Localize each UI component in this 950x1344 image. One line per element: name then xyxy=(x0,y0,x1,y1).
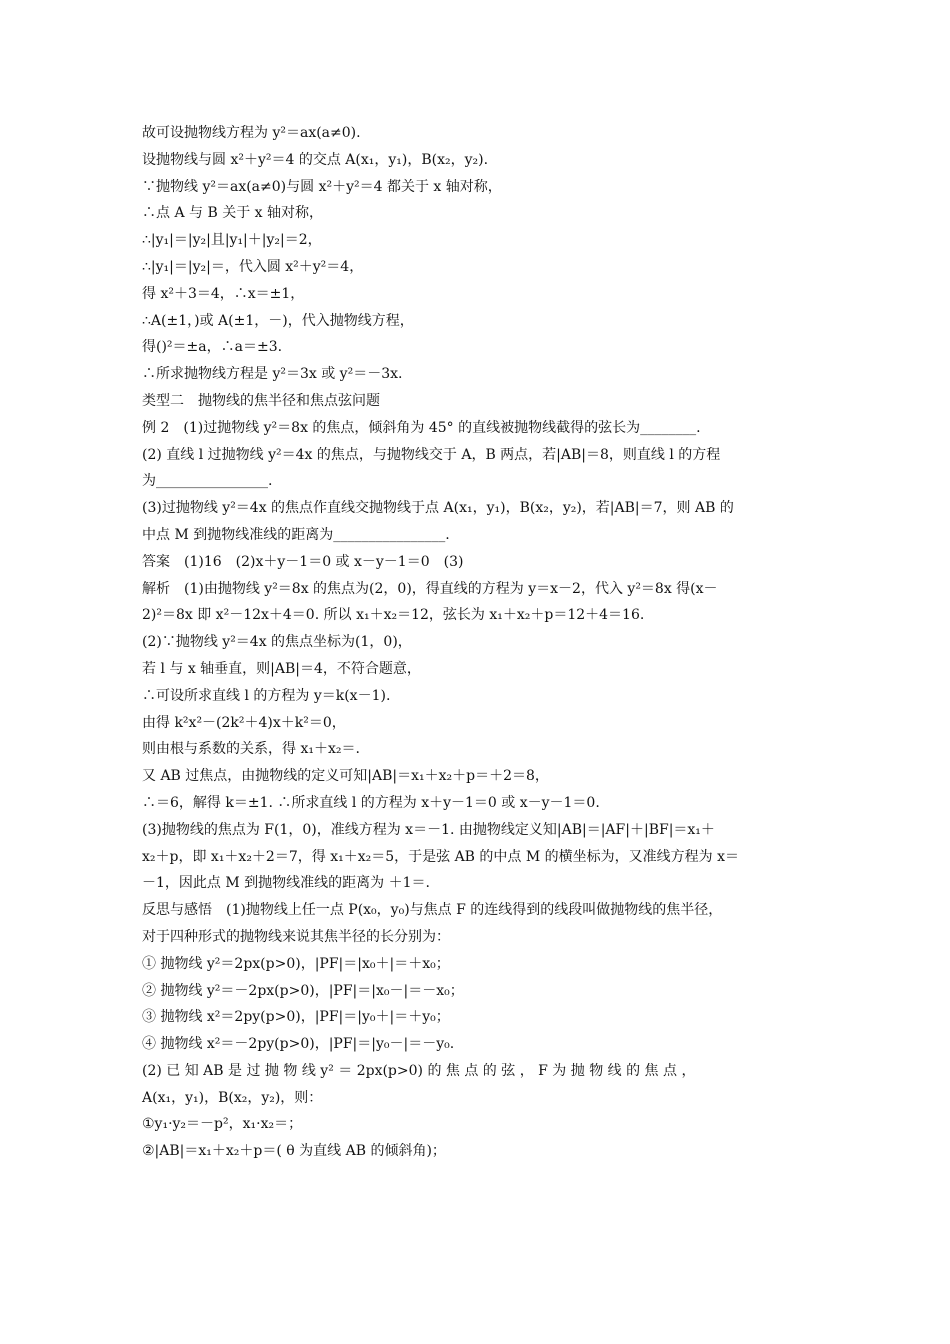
analysis-line: ∴＝6，解得 k＝±1. ∴所求直线 l 的方程为 x＋y－1＝0 或 x－y－1＝0. xyxy=(142,794,600,811)
reflection-item: ③ 抛物线 x²＝2py(p>0)，|PF|＝|y₀＋|＝＋y₀； xyxy=(142,1009,450,1026)
reflection-item: ②|AB|＝x₁＋x₂＋p＝( θ 为直线 AB 的倾斜角)； xyxy=(142,1143,446,1160)
reflection-line: 反思与感悟 (1)抛物线上任一点 P(x₀，y₀)与焦点 F 的连线得到的线段叫做抛物线的焦半径， xyxy=(142,902,723,919)
reflection-item: ①y₁·y₂＝－p²，x₁·x₂＝； xyxy=(142,1116,303,1133)
reflection-line: (2) 已 知 AB 是 过 抛 物 线 y² ＝ 2px(p>0) 的 焦 点 的 弦 ， F 为 抛 物 线 的 焦 点 ， xyxy=(142,1062,696,1079)
text-line: 故可设抛物线方程为 y²＝ax(a≠0). xyxy=(142,125,361,141)
example-question: (2) 直线 l 过抛物线 y²＝4x 的焦点，与抛物线交于 A，B 两点，若|AB|＝8，则直线 l 的方程 xyxy=(142,446,721,463)
analysis-line: 解析 (1)由抛物线 y²＝8x 的焦点为(2，0)，得直线的方程为 y＝x－2，代入 y²＝8x 得(x－ xyxy=(142,580,718,597)
analysis-line: 若 l 与 x 轴垂直，则|AB|＝4，不符合题意， xyxy=(142,660,421,677)
example-question: 中点 M 到抛物线准线的距离为________________. xyxy=(142,526,450,543)
analysis-line: 则由根与系数的关系，得 x₁＋x₂＝. xyxy=(142,741,360,758)
analysis-line: －1，因此点 M 到抛物线准线的距离为 ＋1＝. xyxy=(142,875,430,892)
text-line: ∴点 A 与 B 关于 x 轴对称， xyxy=(142,205,323,222)
analysis-line: 又 AB 过焦点，由抛物线的定义可知|AB|＝x₁＋x₂＋p＝＋2＝8， xyxy=(142,768,549,785)
analysis-line: 2)²＝8x 即 x²－12x＋4＝0. 所以 x₁＋x₂＝12，弦长为 x₁＋x₂＋p＝12＋4＝16. xyxy=(142,607,645,624)
section-heading: 类型二 抛物线的焦半径和焦点弦问题 xyxy=(142,392,380,409)
example-question: 为________________. xyxy=(142,473,273,490)
reflection-item: ① 抛物线 y²＝2px(p>0)，|PF|＝|x₀＋|＝＋x₀； xyxy=(142,955,450,972)
reflection-line: 对于四种形式的抛物线来说其焦半径的长分别为： xyxy=(142,928,450,945)
reflection-item: ② 抛物线 y²＝－2px(p>0)，|PF|＝|x₀－|＝－x₀； xyxy=(142,982,464,999)
analysis-line: (2)∵抛物线 y²＝4x 的焦点坐标为(1，0)， xyxy=(142,634,412,651)
text-line: 得()²＝±a，∴a＝±3. xyxy=(142,339,283,356)
analysis-line: x₂＋p，即 x₁＋x₂＋2＝7，得 x₁＋x₂＝5，于是弦 AB 的中点 M 的横坐标为，又准线方程为 x＝ xyxy=(142,848,740,865)
example-question: (3)过抛物线 y²＝4x 的焦点作直线交抛物线于点 A(x₁，y₁)，B(x₂，y₂)，若|AB|＝7，则 AB 的 xyxy=(142,500,734,517)
analysis-line: (3)抛物线的焦点为 F(1，0)，准线方程为 x＝－1. 由抛物线定义知|AB|＝|AF|＋|BF|＝x₁＋ xyxy=(142,821,715,838)
text-line: 设抛物线与圆 x²＋y²＝4 的交点 A(x₁，y₁)，B(x₂，y₂). xyxy=(142,151,489,168)
text-line: 得 x²＋3＝4，∴x＝±1， xyxy=(142,285,305,302)
analysis-line: ∴可设所求直线 l 的方程为 y＝k(x－1). xyxy=(142,687,391,704)
text-line: ∴|y₁|＝|y₂|＝，代入圆 x²＋y²＝4， xyxy=(142,258,364,275)
reflection-item: ④ 抛物线 x²＝－2py(p>0)，|PF|＝|y₀－|＝－y₀. xyxy=(142,1036,455,1053)
reflection-line: A(x₁，y₁)，B(x₂，y₂)，则： xyxy=(142,1089,323,1106)
text-line: ∴所求抛物线方程是 y²＝3x 或 y²＝－3x. xyxy=(142,366,403,383)
analysis-line: 由得 k²x²－(2k²＋4)x＋k²＝0， xyxy=(142,714,346,731)
document-body xyxy=(142,120,822,1165)
text-line: ∵抛物线 y²＝ax(a≠0)与圆 x²＋y²＝4 都关于 x 轴对称， xyxy=(142,178,502,195)
text-line: ∴|y₁|＝|y₂|且|y₁|＋|y₂|＝2， xyxy=(142,232,322,249)
example-question: 例 2 (1)过抛物线 y²＝8x 的焦点，倾斜角为 45° 的直线被抛物线截得的弦长为________. xyxy=(142,419,701,436)
answer-line: 答案 (1)16 (2)x＋y－1＝0 或 x－y－1＝0 (3) xyxy=(142,553,464,570)
text-line: ∴A(±1，)或 A(±1，－)，代入抛物线方程， xyxy=(142,312,414,329)
